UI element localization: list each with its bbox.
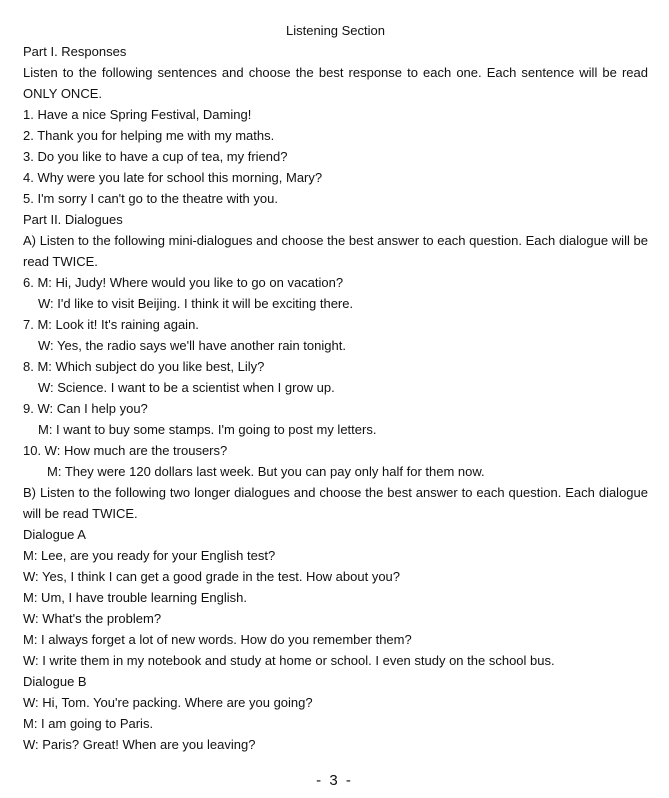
dialogue-a-line: W: What's the problem?: [23, 611, 162, 626]
part1-heading: Part I. Responses: [23, 44, 127, 59]
dialogue-a-line: M: Lee, are you ready for your English test?: [23, 548, 276, 563]
question-9: 9. W: Can I help you?: [23, 401, 148, 416]
page: [23, 20, 648, 755]
dialogue-b-line: W: Paris? Great! When are you leaving?: [23, 737, 256, 752]
dialogue-a-line: W: I write them in my notebook and study at home or school. I even study on the school bus.: [23, 653, 555, 668]
question-2: 2. Thank you for helping me with my maths.: [23, 128, 275, 143]
section-a-instruction: A) Listen to the following mini-dialogues and choose the best answer to each question. Each dialogue will be read TWICE.: [23, 233, 648, 269]
answer-7: W: Yes, the radio says we'll have another rain tonight.: [38, 338, 346, 353]
question-10: 10. W: How much are the trousers?: [23, 443, 228, 458]
section-b-instruction: B) Listen to the following two longer dialogues and choose the best answer to each question. Each dialogue will be read TWICE.: [23, 485, 648, 521]
question-3: 3. Do you like to have a cup of tea, my friend?: [23, 149, 288, 164]
dialogue-a-line: M: Um, I have trouble learning English.: [23, 590, 247, 605]
dialogue-b-line: W: Hi, Tom. You're packing. Where are you going?: [23, 695, 313, 710]
answer-8: W: Science. I want to be a scientist when I grow up.: [38, 380, 335, 395]
answer-10: M: They were 120 dollars last week. But you can pay only half for them now.: [47, 464, 485, 479]
part2-heading: Part II. Dialogues: [23, 212, 123, 227]
page-number: - 3 -: [316, 772, 353, 789]
question-1: 1. Have a nice Spring Festival, Daming!: [23, 107, 252, 122]
question-8: 8. M: Which subject do you like best, Lily?: [23, 359, 265, 374]
answer-9: M: I want to buy some stamps. I'm going to post my letters.: [38, 422, 377, 437]
question-6: 6. M: Hi, Judy! Where would you like to go on vacation?: [23, 275, 344, 290]
dialogue-a-line: W: Yes, I think I can get a good grade in the test. How about you?: [23, 569, 401, 584]
dialogue-a-line: M: I always forget a lot of new words. How do you remember them?: [23, 632, 412, 647]
page-title: Listening Section: [285, 23, 385, 38]
part1-instruction: Listen to the following sentences and choose the best response to each one. Each sentence will be read ONLY ONCE.: [23, 65, 648, 101]
question-4: 4. Why were you late for school this morning, Mary?: [23, 170, 323, 185]
question-5: 5. I'm sorry I can't go to the theatre with you.: [23, 191, 278, 206]
dialogue-b-line: M: I am going to Paris.: [23, 716, 154, 731]
dialogue-a-heading: Dialogue A: [23, 527, 86, 542]
answer-6: W: I'd like to visit Beijing. I think it will be exciting there.: [38, 296, 354, 311]
question-7: 7. M: Look it! It's raining again.: [23, 317, 199, 332]
dialogue-b-heading: Dialogue B: [23, 674, 87, 689]
